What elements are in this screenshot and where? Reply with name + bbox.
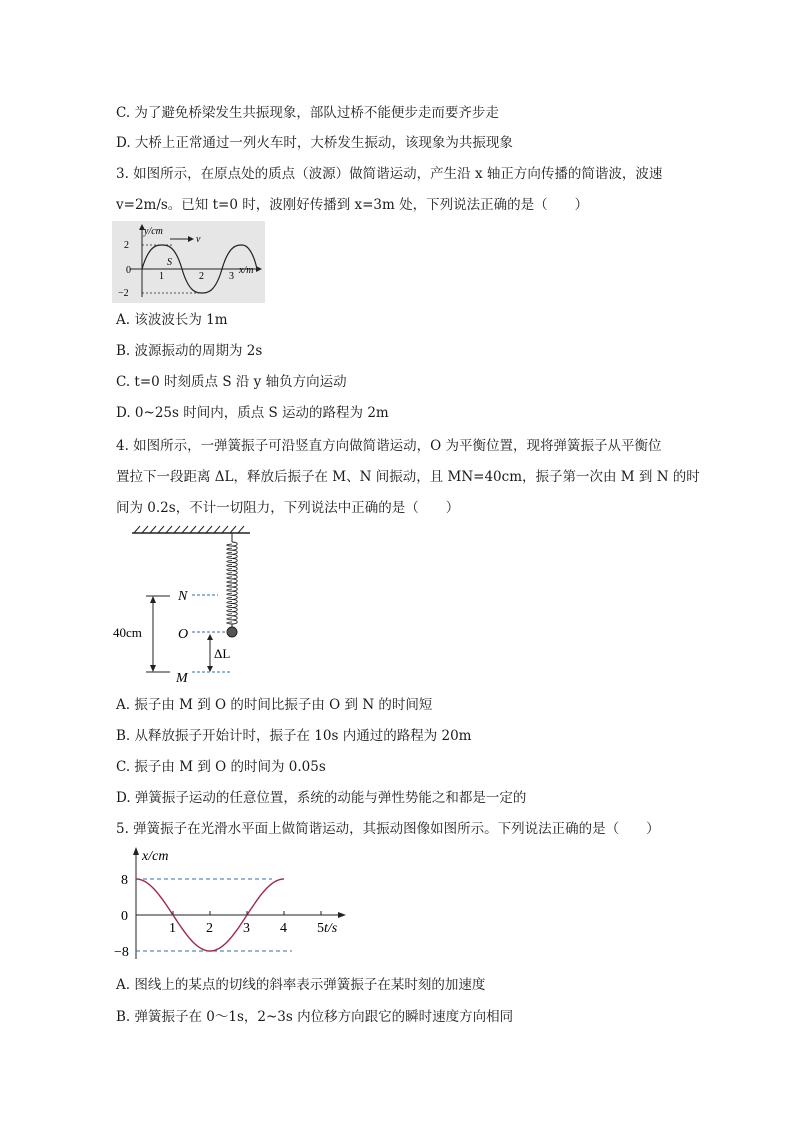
option-3d: D. 0~25s 时间内，质点 S 运动的路程为 2m xyxy=(116,405,389,421)
label-o: O xyxy=(178,627,189,642)
label-40cm: 40cm xyxy=(113,625,142,640)
y-tick-bottom: −2 xyxy=(118,288,129,299)
figure-background xyxy=(112,221,265,303)
x-tick-2: 2 xyxy=(199,271,204,282)
question-3-line2: v=2m/s。已知 t=0 时，波刚好传播到 x=3m 处，下列说法正确的是（ ） xyxy=(116,197,589,213)
option-3c: C. t=0 时刻质点 S 沿 y 轴负方向运动 xyxy=(116,374,347,390)
x-cm-axis-arrow xyxy=(133,847,139,855)
option-5a: A. 图线上的某点的切线的斜率表示弹簧振子在某时刻的加速度 xyxy=(116,977,486,993)
option-4b: B. 从释放振子开始计时，振子在 10s 内通过的路程为 20m xyxy=(116,728,472,744)
delta-l-arrow-down xyxy=(207,666,213,672)
question-3-line1: 3. 如图所示，在原点处的质点（波源）做简谐运动，产生沿 x 轴正方向传播的简谐波，波速 xyxy=(116,166,663,182)
x-tick-label-4: 4 xyxy=(280,921,287,936)
x-axis-label: t/s xyxy=(324,921,338,936)
x-tick-label-1: 1 xyxy=(169,921,176,936)
spring-coil xyxy=(227,542,238,624)
x-tick-label-5: 5 xyxy=(317,921,324,936)
x-tick-label-3: 3 xyxy=(243,921,250,936)
delta-l-arrow-up xyxy=(207,634,213,640)
option-3c-prev: C. 为了避免桥梁发生共振现象，部队过桥不能便步走而要齐步走 xyxy=(116,105,499,121)
y-tick-0: 0 xyxy=(121,909,128,924)
question-4-line1: 4. 如图所示，一弹簧振子可沿竖直方向做简谐运动，O 为平衡位置，现将弹簧振子从平衡位 xyxy=(116,438,662,454)
t-axis-arrow xyxy=(338,912,346,918)
y-axis-label: x/cm xyxy=(142,849,169,864)
oscillator-ball xyxy=(227,627,237,637)
x-tick-label-2: 2 xyxy=(206,921,213,936)
option-3b: B. 波源振动的周期为 2s xyxy=(116,343,263,359)
distance-arrow-down xyxy=(150,665,156,672)
label-delta-l: ΔL xyxy=(214,646,231,661)
distance-arrow-up xyxy=(150,596,156,603)
y-tick-neg8: −8 xyxy=(114,945,129,960)
question-4-line3: 间为 0.2s，不计一切阻力，下列说法中正确的是（ ） xyxy=(116,500,460,516)
vibration-chart xyxy=(112,842,352,966)
spring-figure xyxy=(110,524,260,690)
option-3d-prev: D. 大桥上正常通过一列火车时，大桥发生振动，该现象为共振现象 xyxy=(116,135,513,151)
option-5b: B. 弹簧振子在 0～1s，2~3s 内位移方向跟它的瞬时速度方向相同 xyxy=(116,1009,514,1025)
question-4-line2: 置拉下一段距离 ΔL，释放后振子在 M、N 间振动，且 MN=40cm，振子第一次由 M 到 N 的时 xyxy=(116,469,700,485)
option-3a: A. 该波波长为 1m xyxy=(116,312,228,328)
ceiling-hatch xyxy=(134,526,244,533)
x-tick-3: 3 xyxy=(229,271,234,282)
label-n: N xyxy=(178,589,188,604)
wave-figure xyxy=(112,221,265,303)
option-4c: C. 振子由 M 到 O 的时间为 0.05s xyxy=(116,759,326,775)
point-s-label: S xyxy=(167,257,172,268)
y-tick-8: 8 xyxy=(121,873,128,888)
x-axis-label: x/m xyxy=(239,265,254,276)
x-tick-1: 1 xyxy=(159,271,164,282)
y-tick-zero: 0 xyxy=(126,265,131,276)
velocity-label: v xyxy=(196,234,201,245)
label-m: M xyxy=(176,671,188,686)
question-5: 5. 弹簧振子在光滑水平面上做简谐运动，其振动图像如图所示。下列说法正确的是（ ） xyxy=(116,821,660,837)
option-4d: D. 弹簧振子运动的任意位置，系统的动能与弹性势能之和都是一定的 xyxy=(116,790,527,806)
y-axis-label: y/cm xyxy=(144,226,163,237)
option-4a: A. 振子由 M 到 O 的时间比振子由 O 到 N 的时间短 xyxy=(116,697,433,713)
y-tick-top: 2 xyxy=(124,240,129,251)
